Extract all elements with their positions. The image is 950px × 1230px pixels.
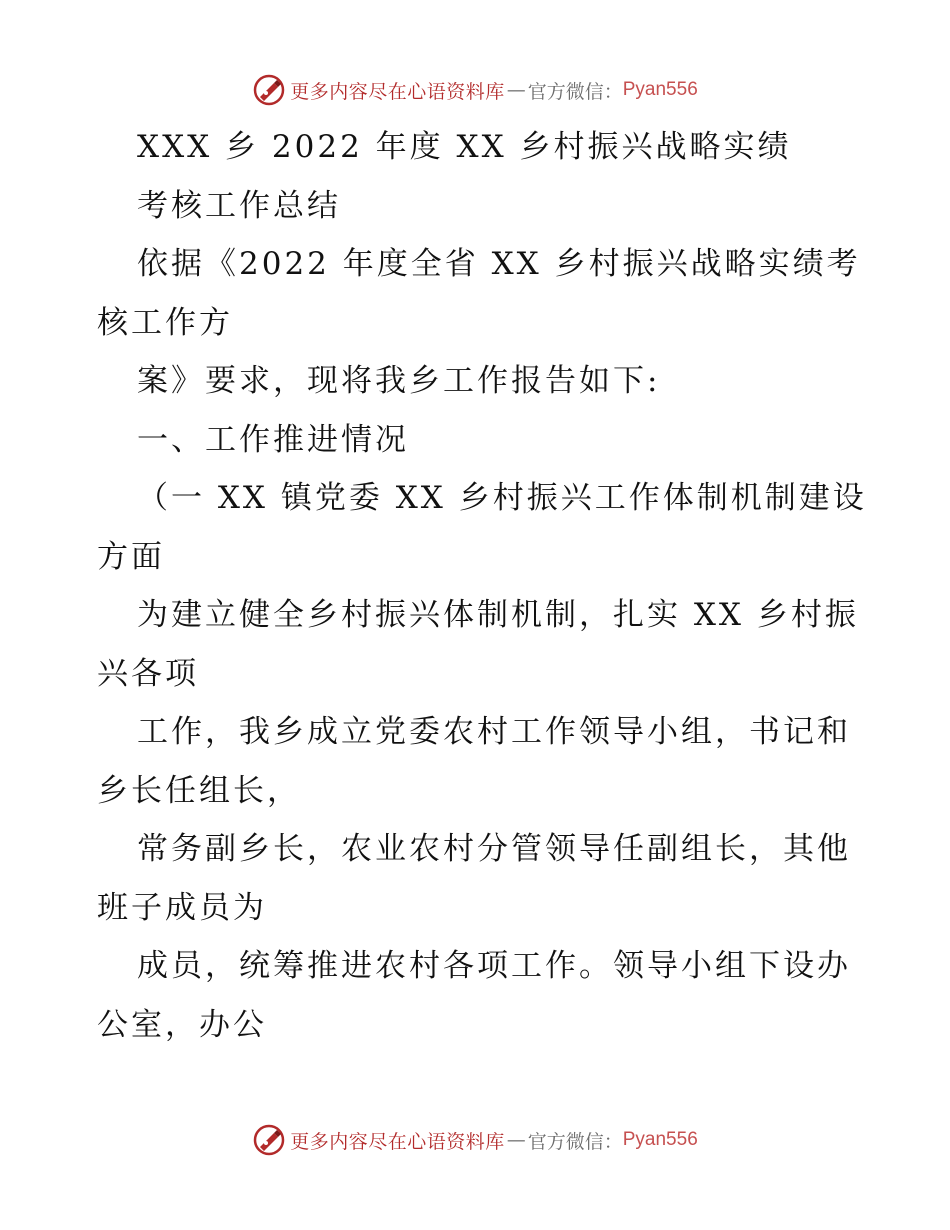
document-line: 核工作方 <box>97 304 233 341</box>
document-line: 一、工作推进情况 <box>137 421 409 458</box>
pen-logo-icon <box>252 73 286 107</box>
watermark-text: 更多内容尽在心语资料库 <box>290 1130 505 1153</box>
document-line: 依据《2022 年度全省 XX 乡村振兴战略实绩考 <box>137 246 861 282</box>
watermark-separator: — <box>506 79 526 101</box>
document-line: 方面 <box>97 538 165 575</box>
document-line: 乡长任组长， <box>97 772 301 809</box>
pen-logo-icon <box>252 1123 286 1157</box>
document-line: 考核工作总结 <box>137 187 341 224</box>
document-line: 兴各项 <box>97 655 199 692</box>
watermark-contact-id: Pyan556 <box>622 79 698 100</box>
document-line: 工作，我乡成立党委农村工作领导小组，书记和 <box>137 714 851 750</box>
header-watermark <box>0 70 950 110</box>
document-line: 常务副乡长，农业农村分管领导任副组长，其他 <box>137 831 851 867</box>
document-line: 成员，统筹推进农村各项工作。领导小组下设办 <box>137 948 851 984</box>
watermark-contact-label: 官方微信： <box>527 80 623 103</box>
watermark-contact-id: Pyan556 <box>622 1129 698 1150</box>
footer-watermark <box>0 1120 950 1160</box>
document-line: （一 XX 镇党委 XX 乡村振兴工作体制机制建设 <box>137 480 867 516</box>
watermark-contact-label: 官方微信： <box>527 1130 623 1153</box>
document-line: 班子成员为 <box>97 889 267 926</box>
document-line: 案》要求，现将我乡工作报告如下: <box>137 363 661 399</box>
document-body <box>97 118 867 1054</box>
document-line: 公室，办公 <box>97 1006 267 1043</box>
watermark-separator: — <box>506 1129 526 1151</box>
watermark-text: 更多内容尽在心语资料库 <box>290 80 505 103</box>
document-line: 为建立健全乡村振兴体制机制，扎实 XX 乡村振 <box>137 597 859 633</box>
document-line: XXX 乡 2022 年度 XX 乡村振兴战略实绩 <box>137 129 792 165</box>
